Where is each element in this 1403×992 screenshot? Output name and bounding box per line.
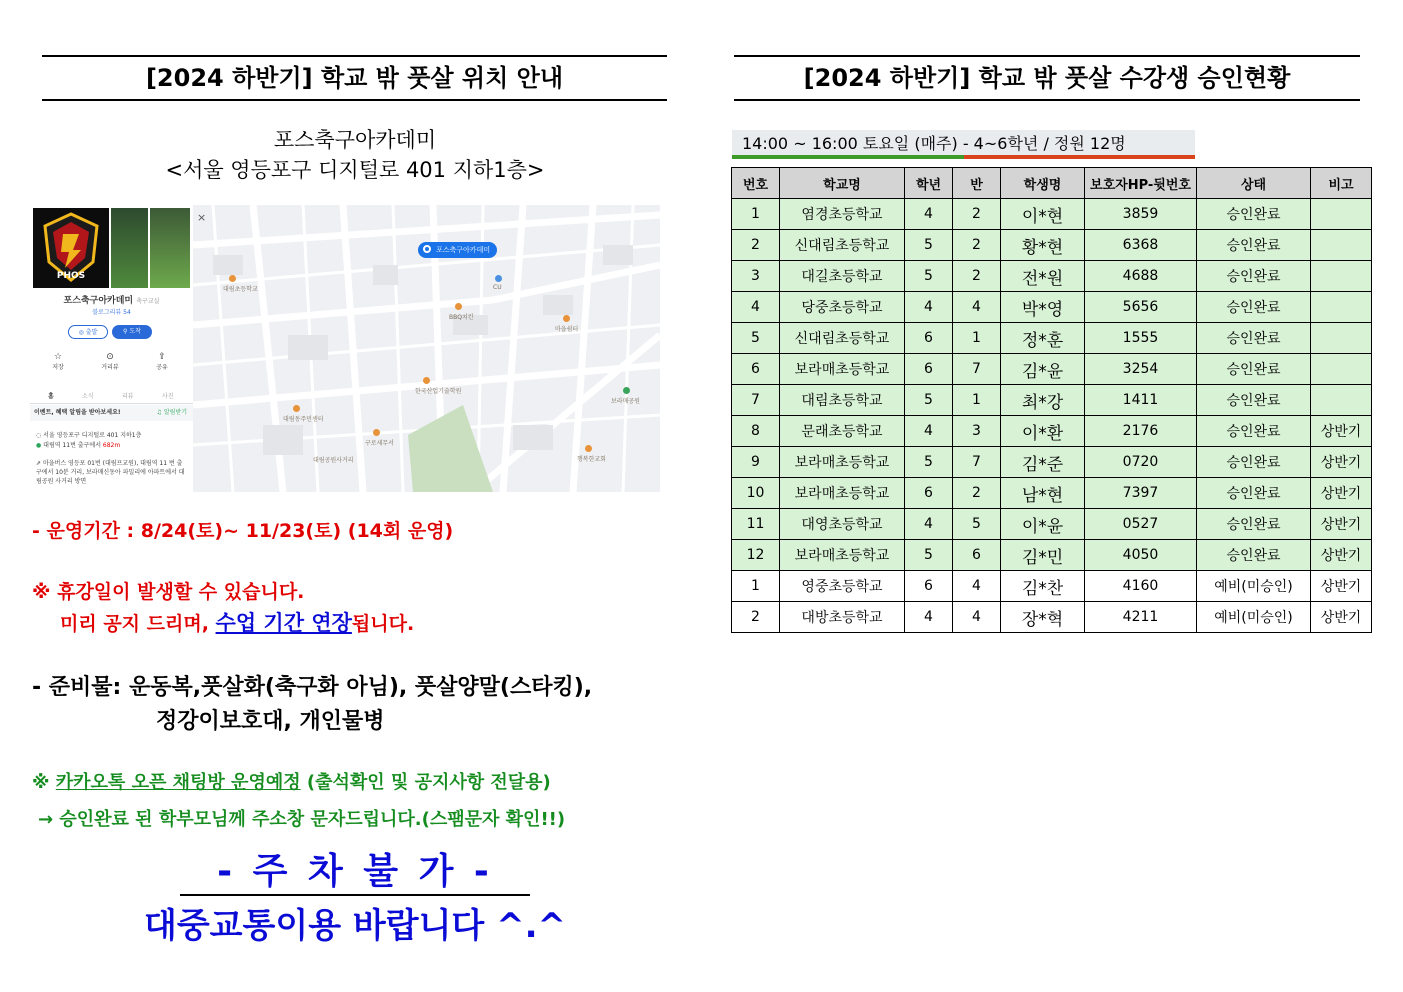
tab-news[interactable]: 소식: [82, 393, 94, 400]
cell-grade: 4: [905, 199, 953, 230]
cell-note: 상반기: [1311, 447, 1372, 478]
streetview-button[interactable]: ⊙ 거리뷰: [90, 352, 130, 371]
save-button[interactable]: ☆ 저장: [38, 352, 78, 371]
cell-no: 10: [732, 478, 780, 509]
cell-note: 상반기: [1311, 478, 1372, 509]
cell-no: 11: [732, 509, 780, 540]
map-label: 대림동주민센터: [283, 416, 324, 423]
cell-class: 4: [953, 571, 1001, 602]
poi-icon: [563, 315, 570, 322]
station-line: ● 대림역 11번 출구에서 682m: [36, 442, 121, 449]
cell-no: 7: [732, 385, 780, 416]
poi-icon: [423, 377, 430, 384]
poi-icon: [585, 445, 592, 452]
tab-review[interactable]: 리뷰: [122, 393, 134, 400]
start-icon: ◎: [78, 329, 86, 336]
cell-student: 전*원: [1001, 261, 1085, 292]
table-row: [732, 416, 1372, 447]
arrive-icon: ⚲: [123, 328, 130, 335]
header-school: 학교명: [780, 168, 905, 199]
cell-note: [1311, 292, 1372, 323]
cell-status: 승인완료: [1197, 199, 1311, 230]
table-row: [732, 230, 1372, 261]
logo-text: PHOS: [56, 271, 86, 281]
session-underline-green: [732, 155, 964, 159]
cell-note: 상반기: [1311, 571, 1372, 602]
cell-no: 1: [732, 571, 780, 602]
table-row: [732, 602, 1372, 633]
cell-note: 상반기: [1311, 416, 1372, 447]
bus-icon: ⇗: [36, 460, 43, 467]
map-canvas[interactable]: [193, 205, 660, 492]
cell-grade: 5: [905, 261, 953, 292]
cell-status: 승인완료: [1197, 292, 1311, 323]
cell-school: 문래초등학교: [780, 416, 905, 447]
cell-phone: 5656: [1085, 292, 1197, 323]
cell-status: 승인완료: [1197, 323, 1311, 354]
cell-phone: 4211: [1085, 602, 1197, 633]
cell-phone: 1411: [1085, 385, 1197, 416]
cell-school: 대영초등학교: [780, 509, 905, 540]
cell-phone: 1555: [1085, 323, 1197, 354]
cell-school: 대림초등학교: [780, 385, 905, 416]
no-parking: - 주 차 불 가 -: [180, 843, 530, 896]
cell-phone: 4160: [1085, 571, 1197, 602]
venue-name: 포스축구아카데미: [273, 128, 437, 152]
header-student: 학생명: [1001, 168, 1085, 199]
table-row: [732, 509, 1372, 540]
venue-address: <서울 영등포구 디지털로 401 지하1층>: [165, 158, 545, 182]
cell-class: 2: [953, 478, 1001, 509]
cell-school: 염경초등학교: [780, 199, 905, 230]
address-line: ◌ 서울 영등포구 디지털로 401 지하1층: [36, 432, 142, 439]
cell-no: 2: [732, 602, 780, 633]
cell-no: 4: [732, 292, 780, 323]
cell-school: 신대림초등학교: [780, 323, 905, 354]
poi-icon: [455, 303, 462, 310]
cell-phone: 3254: [1085, 354, 1197, 385]
cell-grade: 4: [905, 292, 953, 323]
cell-status: 예비(미승인): [1197, 571, 1311, 602]
sms-notice: → 승인완료 된 학부모님께 주소창 문자드립니다.(스팸문자 확인!!): [38, 809, 566, 830]
holiday-notice: ※ 휴강일이 발생할 수 있습니다.: [32, 581, 305, 603]
cell-grade: 5: [905, 540, 953, 571]
cell-school: 영중초등학교: [780, 571, 905, 602]
cell-student: 김*윤: [1001, 354, 1085, 385]
cell-status: 승인완료: [1197, 230, 1311, 261]
cell-student: 박*영: [1001, 292, 1085, 323]
header-class: 반: [953, 168, 1001, 199]
star-icon: ☆: [53, 352, 63, 362]
cell-status: 승인완료: [1197, 416, 1311, 447]
tab-home[interactable]: 홈: [48, 393, 54, 400]
cell-student: 김*민: [1001, 540, 1085, 571]
cell-student: 정*훈: [1001, 323, 1085, 354]
cell-no: 8: [732, 416, 780, 447]
map-label: 대림공원사거리: [313, 457, 354, 464]
cell-school: 대방초등학교: [780, 602, 905, 633]
cell-grade: 6: [905, 323, 953, 354]
header-status: 상태: [1197, 168, 1311, 199]
cell-class: 5: [953, 509, 1001, 540]
cell-grade: 4: [905, 509, 953, 540]
poi-icon: [623, 387, 630, 394]
cell-status: 승인완료: [1197, 447, 1311, 478]
cell-phone: 0720: [1085, 447, 1197, 478]
cell-student: 황*현: [1001, 230, 1085, 261]
cell-no: 3: [732, 261, 780, 292]
subway-icon: ●: [36, 442, 42, 449]
cell-phone: 4688: [1085, 261, 1197, 292]
header-grade: 학년: [905, 168, 953, 199]
approval-table: [731, 167, 1372, 633]
cell-phone: 3859: [1085, 199, 1197, 230]
cell-grade: 6: [905, 354, 953, 385]
event-banner[interactable]: 이벤트, 혜택 알림을 받아보세요! ♫ 알림받기: [30, 405, 193, 421]
cell-class: 6: [953, 540, 1001, 571]
cell-class: 1: [953, 323, 1001, 354]
cell-student: 최*강: [1001, 385, 1085, 416]
session-info: 14:00 ~ 16:00 토요일 (매주) - 4~6학년 / 정원 12명: [732, 130, 1195, 158]
map-label: 대림초등학교: [223, 286, 258, 293]
cell-phone: 0527: [1085, 509, 1197, 540]
operation-period: - 운영기간 : 8/24(토)~ 11/23(토) (14회 운영): [32, 520, 454, 542]
cell-student: 남*현: [1001, 478, 1085, 509]
place-name: 포스축구아카데미 축구교실: [63, 296, 160, 306]
cell-note: [1311, 354, 1372, 385]
cell-grade: 5: [905, 385, 953, 416]
header-note: 비고: [1311, 168, 1372, 199]
cell-note: [1311, 230, 1372, 261]
pin-icon: ⊙: [106, 352, 114, 362]
cell-no: 12: [732, 540, 780, 571]
cell-note: 상반기: [1311, 509, 1372, 540]
table-row: [732, 385, 1372, 416]
public-transit-notice: 대중교통이용 바랍니다 ^.^: [143, 906, 566, 946]
map-label: 마을쉼터: [555, 326, 579, 333]
cell-no: 5: [732, 323, 780, 354]
table-row: [732, 261, 1372, 292]
cell-school: 보라매초등학교: [780, 354, 905, 385]
cell-status: 승인완료: [1197, 509, 1311, 540]
cell-note: 상반기: [1311, 602, 1372, 633]
cell-grade: 6: [905, 571, 953, 602]
poi-icon: [293, 405, 300, 412]
cell-phone: 2176: [1085, 416, 1197, 447]
tab-photo[interactable]: 사진: [162, 393, 174, 400]
pitch-photo-2: [150, 208, 190, 288]
academy-logo: [33, 208, 109, 288]
kakao-notice: ※ 카카오톡 오픈 채팅방 운영예정 (출석확인 및 공지사항 전달용): [32, 772, 551, 793]
table-body: [732, 199, 1372, 633]
cell-class: 4: [953, 292, 1001, 323]
place-sub: 블로그리뷰 54: [92, 309, 131, 316]
cell-class: 7: [953, 447, 1001, 478]
cell-note: [1311, 385, 1372, 416]
place-tabs: [30, 389, 193, 404]
cell-class: 1: [953, 385, 1001, 416]
cell-student: 이*윤: [1001, 509, 1085, 540]
table-row: [732, 540, 1372, 571]
map-label: BBQ치킨: [449, 314, 474, 321]
cell-student: 이*환: [1001, 416, 1085, 447]
cell-status: 승인완료: [1197, 261, 1311, 292]
map-label: 보라매공원: [611, 398, 640, 405]
cell-note: [1311, 261, 1372, 292]
cell-school: 보라매초등학교: [780, 540, 905, 571]
pitch-photo: [111, 208, 148, 288]
map-label: 한국산업기술학원: [415, 388, 462, 395]
map-screenshot: [30, 205, 660, 492]
table-row: [732, 199, 1372, 230]
cell-note: [1311, 199, 1372, 230]
place-panel: [30, 205, 194, 492]
cell-grade: 4: [905, 602, 953, 633]
poi-icon: [229, 275, 236, 282]
cell-no: 6: [732, 354, 780, 385]
supplies-line-1: - 준비물: 운동복,풋살화(축구화 아님), 풋살양말(스타킹),: [32, 675, 593, 700]
table-header-row: [732, 168, 1372, 199]
cell-grade: 6: [905, 478, 953, 509]
cell-student: 장*혁: [1001, 602, 1085, 633]
cell-phone: 7397: [1085, 478, 1197, 509]
cell-note: [1311, 323, 1372, 354]
cell-no: 1: [732, 199, 780, 230]
cell-grade: 5: [905, 447, 953, 478]
supplies-line-2: 정강이보호대, 개인물병: [156, 709, 385, 734]
cell-class: 7: [953, 354, 1001, 385]
extension-notice: 미리 공지 드리며, 수업 기간 연장됩니다.: [60, 611, 415, 635]
header-no: 번호: [732, 168, 780, 199]
share-button[interactable]: ⇪ 공유: [142, 352, 182, 371]
table-row: [732, 292, 1372, 323]
roster-title: [2024 하반기] 학교 밖 풋살 수강생 승인현황: [734, 55, 1360, 101]
cell-no: 9: [732, 447, 780, 478]
cell-phone: 6368: [1085, 230, 1197, 261]
table-row: [732, 571, 1372, 602]
session-underline-red: [964, 155, 1195, 159]
poi-icon: [373, 429, 380, 436]
cell-class: 3: [953, 416, 1001, 447]
cell-school: 신대림초등학교: [780, 230, 905, 261]
map-label: CU: [493, 284, 502, 291]
cell-student: 이*현: [1001, 199, 1085, 230]
cell-school: 보라매초등학교: [780, 447, 905, 478]
map-close-icon[interactable]: ×: [197, 211, 207, 224]
cell-note: 상반기: [1311, 540, 1372, 571]
cell-student: 김*준: [1001, 447, 1085, 478]
cell-class: 2: [953, 199, 1001, 230]
extension-link: 수업 기간 연장: [215, 611, 352, 635]
table-row: [732, 323, 1372, 354]
place-pin[interactable]: 포스축구아카데미: [418, 242, 497, 258]
location-pin-icon: [423, 245, 431, 253]
bell-icon: ♫: [156, 409, 164, 416]
cell-status: 승인완료: [1197, 354, 1311, 385]
cell-status: 승인완료: [1197, 540, 1311, 571]
header-guardian-phone: 보호자HP-뒷번호: [1085, 168, 1197, 199]
table-row: [732, 354, 1372, 385]
start-button[interactable]: ◎ 출발: [68, 325, 108, 339]
cell-grade: 5: [905, 230, 953, 261]
cell-no: 2: [732, 230, 780, 261]
share-icon: ⇪: [158, 352, 166, 362]
location-title: [2024 하반기] 학교 밖 풋살 위치 안내: [42, 55, 667, 101]
cell-school: 대길초등학교: [780, 261, 905, 292]
location-icon: ◌: [36, 432, 44, 439]
cell-status: 예비(미승인): [1197, 602, 1311, 633]
cell-school: 당중초등학교: [780, 292, 905, 323]
table-row: [732, 447, 1372, 478]
table-row: [732, 478, 1372, 509]
notify-button[interactable]: ♫ 알림받기: [156, 409, 187, 416]
cell-status: 승인완료: [1197, 385, 1311, 416]
cell-class: 2: [953, 230, 1001, 261]
arrive-button[interactable]: ⚲ 도착: [112, 325, 152, 339]
cell-class: 2: [953, 261, 1001, 292]
map-label: 행복한교회: [577, 456, 606, 463]
bus-line: ⇗ 마을버스 영등포 01번 (대림프교원), 대림역 11 번 출구에서 10분 거리, 보라매신동아 파밀리에 아파트에서 대림공원 사거리 방면: [36, 460, 185, 485]
poi-icon: [495, 275, 502, 282]
cell-school: 보라매초등학교: [780, 478, 905, 509]
cell-status: 승인완료: [1197, 478, 1311, 509]
cell-phone: 4050: [1085, 540, 1197, 571]
map-label: 구로세무서: [365, 440, 394, 447]
cell-grade: 4: [905, 416, 953, 447]
cell-student: 김*찬: [1001, 571, 1085, 602]
cell-class: 4: [953, 602, 1001, 633]
